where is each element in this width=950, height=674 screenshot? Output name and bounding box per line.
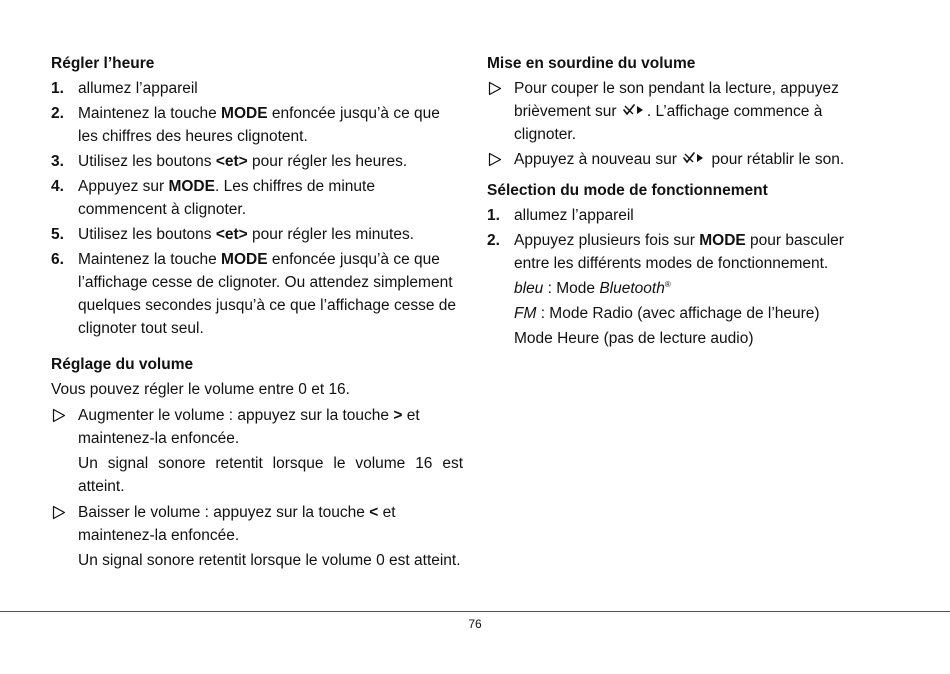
mute-heading: Mise en sourdine du volume (487, 55, 696, 72)
time-step-5: 5. Utilisez les boutons <et> pour régler les minutes. (51, 226, 415, 243)
mode-step-1: 1. allumez l’appareil (487, 207, 634, 224)
footer-divider (0, 611, 950, 612)
time-step-3: 3. Utilisez les boutons <et> pour régler les heures. (51, 153, 408, 170)
volume-up-item: Augmenter le volume : appuyez sur la touche > et maintenez-la enfoncée. (51, 404, 463, 450)
volume-intro: Vous pouvez régler le volume entre 0 et 16. (51, 381, 350, 398)
mute-list (487, 77, 872, 171)
triangle-bullet-icon (488, 152, 502, 167)
mute-item-2: Appuyez à nouveau sur pour rétablir le son. (487, 148, 872, 171)
mute-play-icon (683, 151, 705, 165)
mute-play-icon (623, 103, 645, 117)
page-number: 76 (468, 617, 482, 631)
volume-down-note: Un signal sonore retentit lorsque le volume 0 est atteint. (78, 552, 461, 569)
time-step-2: 2. Maintenez la touche MODE enfoncée jusqu’à ce que les chiffres des heures clignotent. (51, 105, 440, 145)
time-step-6: 6. Maintenez la touche MODE enfoncée jusqu’à ce que l’affichage cesse de clignoter. Ou attendez simplement quelques secondes jusqu’à ce que l’affichage cesse de clignoter tout seul. (51, 251, 457, 337)
volume-up-note: Un signal sonore retentit lorsque le volume 16 est atteint. (78, 455, 463, 495)
mode-steps (487, 204, 872, 275)
mode-fm: FM : Mode Radio (avec affichage de l’heure) (514, 305, 820, 322)
mode-heading: Sélection du mode de fonctionnement (487, 182, 768, 199)
triangle-bullet-icon (52, 505, 66, 520)
time-step-1: 1. allumez l’appareil (51, 80, 198, 97)
mode-heure: Mode Heure (pas de lecture audio) (514, 330, 754, 347)
triangle-bullet-icon (52, 408, 66, 423)
mute-item-1: Pour couper le son pendant la lecture, appuyez brièvement sur . L’affichage commence à clignoter. (487, 77, 872, 146)
left-column (51, 52, 463, 574)
right-column (487, 52, 872, 352)
mode-bluetooth: bleu : Mode Bluetooth® (514, 279, 671, 297)
volume-list (51, 404, 463, 450)
time-steps (51, 77, 463, 340)
volume-heading: Réglage du volume (51, 356, 194, 373)
time-step-4: 4. Appuyez sur MODE. Les chiffres de minute commencent à clignoter. (51, 178, 375, 218)
volume-down-item: Baisser le volume : appuyez sur la touche < et maintenez-la enfoncée. (51, 501, 463, 547)
mode-step-2: 2. Appuyez plusieurs fois sur MODE pour basculer entre les différents modes de fonctionnement. (487, 232, 844, 272)
triangle-bullet-icon (488, 81, 502, 96)
time-heading: Régler l’heure (51, 55, 155, 72)
